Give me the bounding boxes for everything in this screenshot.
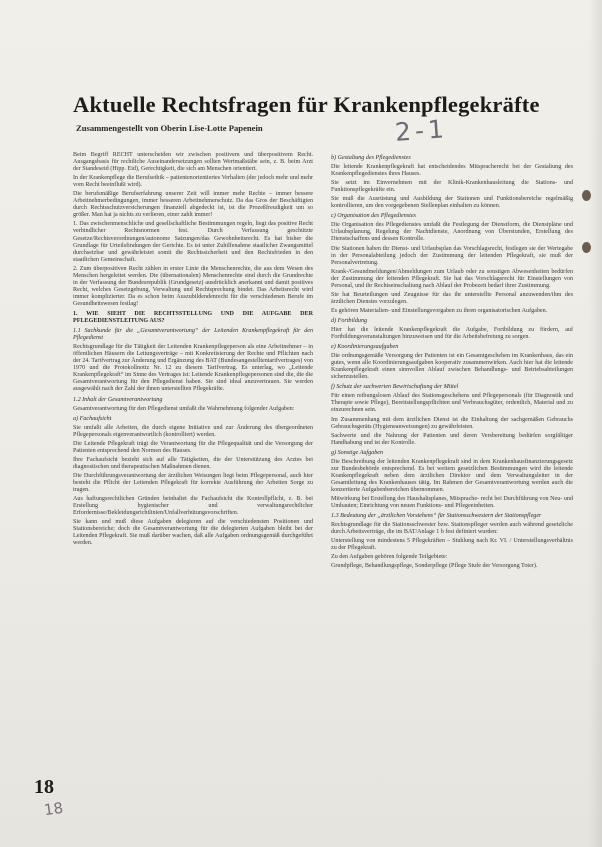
paragraph: Die Beschreibung der leitenden Krankenpflegekraft sind in dem Krankenhausfinanzierungsgesetz zur Bundesbehörde entsprechend. Es bei weitem gesetzlichen Bestimmungen wird die leitende Krankenpflegekraft neben dem ärztlichen Direktor und dem Verwaltungsleiter in der Gesamtleitung des Krankenhauses tätig. Im Rahmen der Gesamtverantwortung werden auch die konzertierte Aufgabenbereichen übernommen.	[331, 458, 573, 493]
section-heading: e) Koordinierungsaufgaben	[331, 344, 399, 351]
paragraph: Die Organisation des Pflegedienstes umfaßt die Festlegung der Dienstform, die Dienstpläne und Urlaubsplanung, Regelung der Nachtdienste, Anordnung von Überstunden, Erstellung des Dienstschaffens und dessen Kontrolle.	[331, 222, 573, 243]
left-text-column	[73, 152, 313, 549]
section-heading: 1. WIE SIEHT DIE RECHTSSTELLUNG UND DIE AUFGABE DER PFLEGEDIENSTLEITUNG AUS?	[73, 310, 313, 325]
paragraph: Aus haftungsrechtlichen Gründen beinhaltet die Fachaufsicht die Kontrollpflicht, z. B. bei Erstellung hygienischer und verwaltungsrechtlicher Erfordernisse/Bekleidungsrichtlinien/Unfallverhütungsvorschriften.	[73, 496, 313, 517]
paragraph: Unterstellung von mindestens 5 Pflegekräften – Stuhlung nach Kr. VI. / Unterstellungsverhältnis zu der Pflegekraft.	[331, 538, 573, 552]
page-edge-shadow	[588, 0, 602, 847]
paragraph: Beim Begriff RECHT unterscheiden wir zwischen positivem und überpositivem Recht. Ausgangsbasis für rechtliche Auseinandersetzungen sollten Wertmaßstäbe sein, z. B. beim Arzt der Standeseid (Hipp. Eid), Gerechtigkeit, die sich am Menschen orientiert.	[73, 152, 313, 173]
paragraph: Die ordnungsgemäße Versorgung der Patienten ist ein Gesamtgeschehen im Krankenhaus, das ein gutes, wenn alle Koordinierungsaufgaben kooperativ zusammenwirken. Auch hier hat die leitende Krankenpflegekraft einen sinnvollen Ablauf zwischen Behandlungs- und Betriebsabteilungen sicherzustellen.	[331, 353, 573, 381]
paragraph: Grundpflege, Behandlungspflege, Sonderpflege (Pflege Stufe der Versorgung Toter).	[331, 563, 538, 570]
paragraph: Sie kann und muß diese Aufgaben delegieren auf die verschiedensten Positionen und Stationsbereiche; doch die Gesamtverantwortung für die delegierten Aufgaben bleibt bei der Leitenden Pflegekraft. Sie muß darüber wachen, daß alle Aufgaben ordnungsgemäß durchgeführt werden.	[73, 519, 313, 547]
section-heading: a) Fachaufsicht	[73, 415, 112, 422]
section-heading: d) Fortbildung	[331, 317, 368, 324]
page-number: 18	[34, 776, 54, 798]
paragraph: Rechtsgrundlage für die Tätigkeit der Leitenden Krankenpflegeperson als eine Arbeitnehmer – in öffentlichen Häusern die Leitungsverträge – mit Konkretisierung der Rechte und Pflichten nach der 24. Tarifvertrag zur Änderung und Ergänzung des BAT (Bundesangestelltentarifvertrages) von 1970 und die Protokollnotiz Nr. 12 zu diesem Tarifvertrag. Es unterlag, wo „Leitende Krankenpflegekraft“ im Sinne des Vertrages ist: Leitende Krankenpflegepersonen sind die, die die Gesamtverantwortung für den Pflegedienst haben. Sie sind ideal anzuvertrauen. Sie werden ausgewählt nach der Zahl der ihnen unterstellten Pflegekräfte.	[73, 344, 313, 393]
right-text-column	[331, 152, 573, 572]
paragraph: Die Leitende Pflegekraft trägt die Verantwortung für die Pflegequalität und die Versorgung der Patienten entsprechend den Normen des Hauses.	[73, 440, 313, 454]
paragraph: Im Zusammenhang mit dem ärztlichen Dienst ist die Einhaltung der sachgemäßen Gebrauchs Gebrauchsgeräts (Hygieneanweisungen) zu gewährleisten.	[331, 416, 573, 430]
section-heading: 1.2 Inhalt der Gesamtverantwortung	[73, 396, 163, 403]
paragraph: Die Durchführungsverantwortung der ärztlichen Weisungen liegt beim Pflegepersonal, auch hier besteht die Pflicht der Leitenden Pflegekraft für korrekte Ausführung der Arbeiten Sorge zu tragen.	[73, 472, 313, 494]
paragraph: 1. Das zwischenmenschliche und gesellschaftliche Bestimmungen regeln, liegt das positive Recht verbindlicher Rechtsnormen fest. Durch Verfassung geschützte Gesetze/Rechtsverordnungen/autonome Satzungen/das Gewohnheitsrecht. Es hat bisher die Grundlage für Urteilsfindungen der Gerichte. Es ist unter Zuhilfenahme staatlicher Zwangsmittel durchsetzbar und gewährleistet somit die Rechtssicherheit und den Rechtsfrieden in den staatlichen Gemeinschaft.	[73, 221, 313, 263]
paragraph: Zu den Aufgaben gehören folgende Teilgebiete:	[331, 554, 448, 561]
paragraph: Gesamtverantwortung für den Pflegedienst umfaßt die Wahrnehmung folgender Aufgaben:	[73, 405, 295, 412]
punch-hole-icon	[582, 242, 591, 253]
section-heading: 1.3 Bedeutung der „ärztlichen Vorstehens“ für Stationsschwestern der Stationspfleger	[331, 513, 542, 520]
punch-hole-icon	[582, 190, 591, 201]
paragraph: Ihre Fachaufsicht bezieht sich auf alle Tätigkeiten, die der Unterstützung des Arztes bei diagnostischen und therapeutischen Maßnahmen dienen.	[73, 456, 313, 470]
article-title: Aktuelle Rechtsfragen für Krankenpflegekräfte	[73, 92, 540, 117]
section-heading: f) Schutz der sachwerten Bewirtschaftung der Mittel	[331, 384, 459, 391]
handwritten-note: 2-1	[394, 114, 449, 147]
paragraph: Die leitende Krankenpflegekraft hat entscheidendes Mitspracherecht bei der Gestaltung des Krankenpflegedienstes ihres Hauses.	[331, 164, 573, 178]
paragraph: Die berufsmäßige Berufserfahrung unserer Zeit will immer mehr Rechte – immer bessere Arbeitnehmerbedingungen, immer besseren Arbeitnehmerschutz. Da das Gros der Beschäftigten durch Rechtsschutzversicherungen finanziell abgedeckt ist, ist die Prozeßfreudigkeit um so größer. Man hat ja nichts zu verlieren, einer zahlt immer!	[73, 191, 313, 219]
section-heading: b) Gestaltung des Pflegedienstes	[331, 155, 411, 161]
section-heading: g) Sonstige Aufgaben	[331, 449, 384, 456]
handwritten-page-number: 18	[42, 798, 65, 820]
paragraph: Krank-/Gesundmeldungen/Abmeldungen zum Urlaub oder zu sonstigen Abwesenheiten bedürfen der Zustimmung der leitenden Pflegekraft. Sie hat das Vorschlagsrecht für Einstellungen von Personal, und ihr Rechtseinschaltung nach Ablauf der Probezeit bedarf ihrer Zustimmung.	[331, 268, 573, 289]
paragraph: Mitwirkung bei Erstellung des Haushaltsplanes, Mitsprache- recht bei Durchführung von Neu- und Umbauten; Einrichtung von neuen Funktions- und Pflegeeinheiten.	[331, 495, 573, 510]
section-heading: 1.1 Sachkunde für die „Gesamtverantwortung“ der Leitenden Krankenpflegekraft für den Pflegedienst	[73, 328, 313, 342]
section-heading: c) Organisation des Pflegedienstes	[331, 213, 416, 220]
paragraph: Rechtsgrundlage für die Stationsschwester bzw. Stationspfleger werden auch während gesetzliche durch Arbeitsverträge, die im BAT/Anlage 1 b fest definiert wurden:	[331, 522, 573, 536]
paragraph: Hier hat die leitende Krankenpflegekraft die Aufgabe, Fortbildung zu fördern, auf Fortbildungsveranstaltungen hinzuweisen und für die Arbeitsbefreiung zu sorgen.	[331, 326, 573, 341]
paragraph: 2. Zum überpositiven Recht zählen in erster Linie die Menschenrechte, die aus dem Wesen des Menschen hergeleitet werden. Die (übernationalen) Menschenrechte sind durch die Grundrechte in der Verfassung der Bundesrepublik (Grundgesetz) ausdrücklich anerkannt und damit positives Recht, welches Gesetzgebung, Verwaltung und Rechtsprechung bindet. Das Arbeitsrecht wird immer komplizierter. Da es schon beim Auszubildendenrecht für die verschiedenen Berufe im Gesundheitswesen festlag!	[73, 265, 313, 307]
paragraph: Die Stationen haben ihr Dienst- und Urlaubsplan das Vorschlagsrecht, festlegen sie der Wertegabe in der Personalabteilung jedoch der Zustimmung der leitenden Pflegekraft, sie muß der Personalvertretung.	[331, 245, 573, 266]
paragraph: Sie umfaßt alle Arbeiten, die durch eigene Initiative und zur Änderung des übergeordneten Pflegepersonals eigenverantwortlich (kontrolliert) werden.	[73, 424, 313, 438]
paragraph: Sie setzt im Einvernehmen mit der Klinik-Krankenhausleitung die Stations- und Funktionspflegekräfte ein.	[331, 180, 573, 194]
paragraph: Sie muß die Ausrüstung und Ausbildung der Stationen und Funktionsbereiche regelmäßig kontrollieren, um den vorgegebenen Stellenplan einhalten zu können.	[331, 196, 573, 210]
paragraph: In der Krankenpflege die Berufsethik – patientenorientiertes Verhalten (der jedoch mehr und mehr vom Recht beeinflußt wird).	[73, 175, 313, 189]
paragraph: Es gehören Materialien- und Einstellungsvorgaben zu ihren organisatorischen Aufgaben.	[331, 307, 548, 314]
paragraph: Für einen reibungslosen Ablauf des Stationsgeschehens und Pflegepersonals (für Diagnostik und Therapie sowie Pflege), Bereitstellungspflichten und Verbrauchsgüter, ordentlich, Material und zu einzurechnen sein.	[331, 393, 573, 414]
article-byline: Zusammengestellt von Oberin Lise-Lotte Papenein	[76, 123, 263, 133]
paragraph: Sachwerte und die Nahrung der Patienten und deren Versbereitung bedürfen sorgfältiger Handhabung und ist der Kontrolle.	[331, 432, 573, 446]
paragraph: Sie hat Beurteilungen und Zeugnisse für das ihr unterstellte Personal anzuwenden/ihm des ärztlichen Dienstes vorzulegen.	[331, 291, 573, 305]
